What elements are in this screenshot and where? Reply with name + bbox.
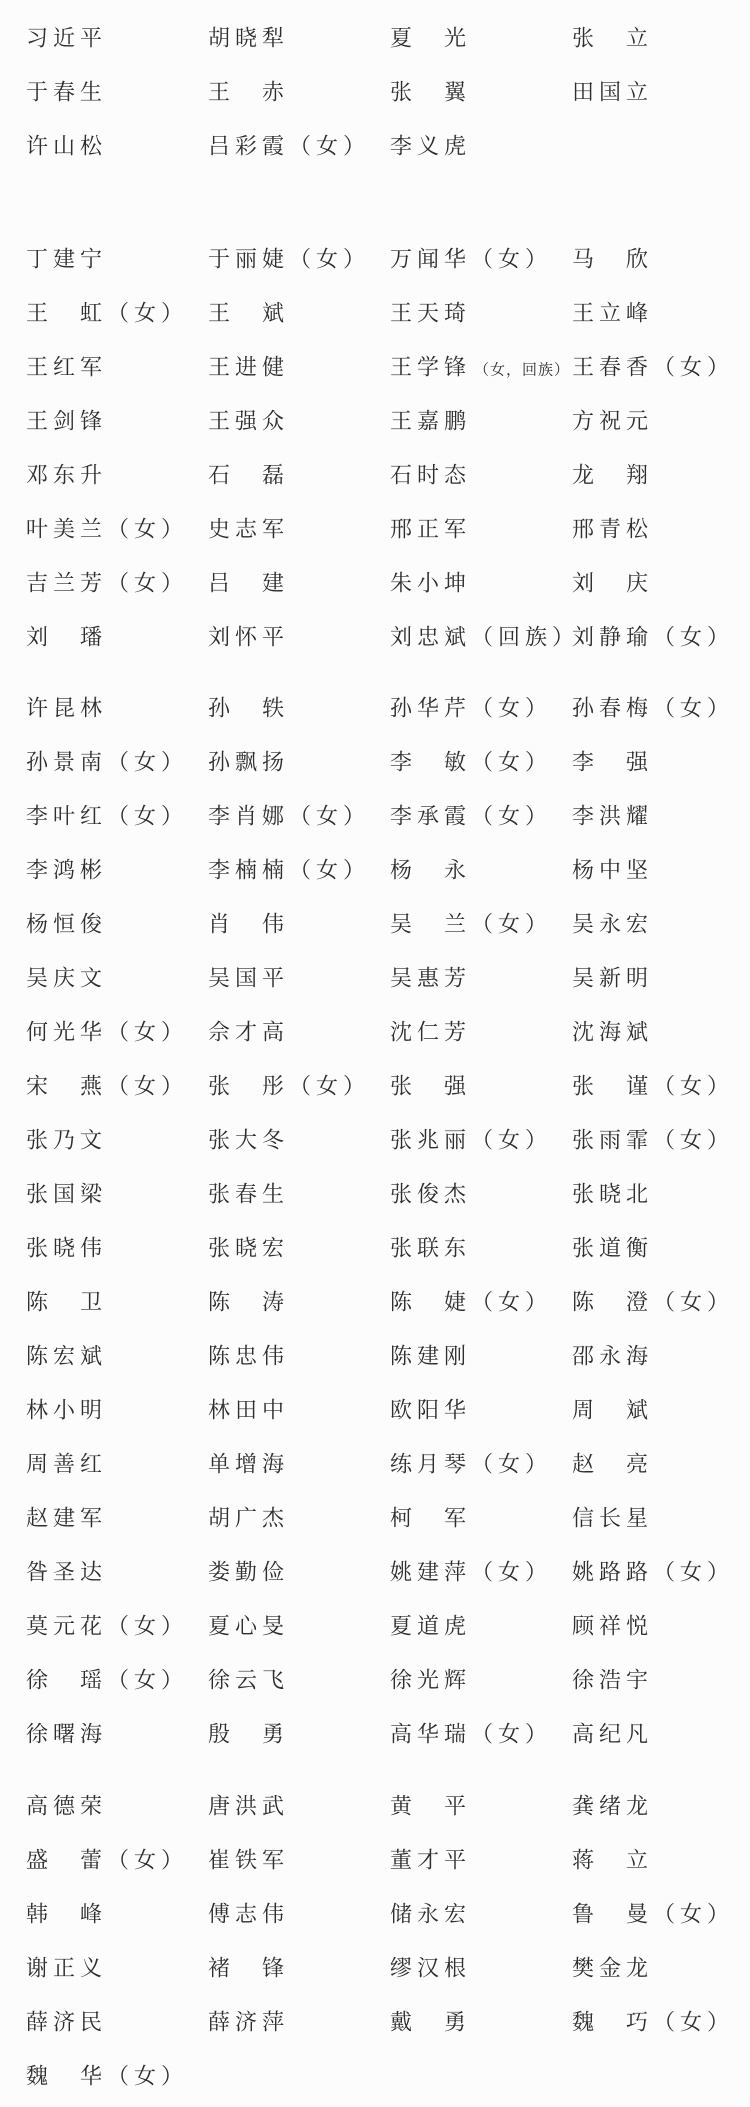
name-row: [0, 1004, 750, 1058]
name-cell: 朱小坤: [390, 570, 472, 596]
name-cell: 张 翼: [390, 79, 472, 105]
name-cell: 刘静瑜（女）: [572, 624, 735, 650]
name-row: [0, 950, 750, 1004]
name-list-section-3: [0, 680, 750, 1760]
name-cell: 娄勤俭: [208, 1559, 290, 1585]
name-cell: 夏 光: [390, 25, 472, 51]
name-cell: 李洪耀: [572, 803, 654, 829]
name-cell: 马 欣: [572, 246, 654, 272]
name-cell: 姚路路（女）: [572, 1559, 735, 1585]
gender-ethnicity-note: （女，回族）: [474, 362, 571, 379]
name-row: [0, 555, 750, 609]
name-cell: 方祝元: [572, 408, 654, 434]
name-cell: 王进健: [208, 354, 290, 380]
name-cell: 佘才高: [208, 1019, 290, 1045]
name-cell: 李 敏（女）: [390, 749, 553, 775]
name-row: [0, 1112, 750, 1166]
name-cell: 龚绪龙: [572, 1793, 654, 1819]
name-cell: 史志军: [208, 516, 290, 542]
name-cell: 王嘉鹏: [390, 408, 472, 434]
name-row: [0, 734, 750, 788]
name-cell: 赵 亮: [572, 1451, 654, 1477]
name-cell: 褚 锋: [208, 1955, 290, 1981]
name-cell: 邵永海: [572, 1343, 654, 1369]
name-cell: 张晓北: [572, 1181, 654, 1207]
name-cell: 许昆林: [26, 695, 108, 721]
name-cell: 许山松: [26, 133, 108, 159]
name-cell: 张 立: [572, 25, 654, 51]
name-cell: 杨中坚: [572, 857, 654, 883]
name-cell: 姚建萍（女）: [390, 1559, 553, 1585]
name-cell: 邢正军: [390, 516, 472, 542]
name-cell: 徐 瑶（女）: [26, 1667, 189, 1693]
name-cell: 张俊杰: [390, 1181, 472, 1207]
name-cell: 王剑锋: [26, 408, 108, 434]
name-row: [0, 1994, 750, 2048]
name-cell: 林小明: [26, 1397, 108, 1423]
name-row: [0, 1778, 750, 1832]
name-cell: 张 彤（女）: [208, 1073, 371, 1099]
name-cell: 张 强: [390, 1073, 472, 1099]
name-cell: 吴庆文: [26, 965, 108, 991]
name-cell: 殷 勇: [208, 1721, 290, 1747]
name-cell: 李肖娜（女）: [208, 803, 371, 829]
name-row: [0, 1436, 750, 1490]
name-cell: 魏 巧（女）: [572, 2009, 735, 2035]
name-cell: 张晓宏: [208, 1235, 290, 1261]
name-row: [0, 1490, 750, 1544]
name-row: [0, 231, 750, 285]
name-cell: 王春香（女）: [572, 354, 735, 380]
name-cell: 高德荣: [26, 1793, 108, 1819]
name-cell: 王强众: [208, 408, 290, 434]
name-cell: 孙景南（女）: [26, 749, 189, 775]
name-list-section-2: [0, 231, 750, 663]
name-cell: 周 斌: [572, 1397, 654, 1423]
name-cell: 柯 军: [390, 1505, 472, 1531]
name-cell: 唐洪武: [208, 1793, 290, 1819]
name-cell: 龙 翔: [572, 462, 654, 488]
name-cell: 张大冬: [208, 1127, 290, 1153]
name-row: [0, 1598, 750, 1652]
name-cell: 欧阳华: [390, 1397, 472, 1423]
name-cell: 李楠楠（女）: [208, 857, 371, 883]
name-cell: 习近平: [26, 25, 108, 51]
name-row: [0, 1832, 750, 1886]
name-row: [0, 1886, 750, 1940]
name-cell: 董才平: [390, 1847, 472, 1873]
name-row: [0, 339, 750, 393]
name-cell: 夏心旻: [208, 1613, 290, 1639]
name-row: [0, 10, 750, 64]
name-cell: 杨恒俊: [26, 911, 108, 937]
name-cell: 孙春梅（女）: [572, 695, 735, 721]
name-cell: 孙华芹（女）: [390, 695, 553, 721]
name-cell: 张晓伟: [26, 1235, 108, 1261]
name-cell: 薛济民: [26, 2009, 108, 2035]
name-cell: 万闻华（女）: [390, 246, 553, 272]
name-cell: 吴国平: [208, 965, 290, 991]
name-cell: 胡广杰: [208, 1505, 290, 1531]
name-cell: 薛济萍: [208, 2009, 290, 2035]
name-row: [0, 1940, 750, 1994]
name-row: [0, 1274, 750, 1328]
name-row: [0, 2048, 750, 2102]
name-row: [0, 609, 750, 663]
name-cell: 王 虹（女）: [26, 300, 189, 326]
name-cell: 叶美兰（女）: [26, 516, 189, 542]
name-cell: 王学锋 （女，回族）: [390, 354, 571, 380]
name-row: [0, 393, 750, 447]
name-cell: 昝圣达: [26, 1559, 108, 1585]
name-cell: 单增海: [208, 1451, 290, 1477]
name-row: [0, 1706, 750, 1760]
name-row: [0, 501, 750, 555]
name-cell: 肖 伟: [208, 911, 290, 937]
name-cell: 刘怀平: [208, 624, 290, 650]
name-row: [0, 1058, 750, 1112]
name-cell: 徐曙海: [26, 1721, 108, 1747]
name-list-section-4: [0, 1778, 750, 2102]
name-cell: 林田中: [208, 1397, 290, 1423]
name-cell: 李义虎: [390, 133, 472, 159]
name-cell: 莫元花（女）: [26, 1613, 189, 1639]
name-cell: 谢正义: [26, 1955, 108, 1981]
name-cell: 孙飘扬: [208, 749, 290, 775]
name-cell: 于丽婕（女）: [208, 246, 371, 272]
name-cell: 孙 轶: [208, 695, 290, 721]
name-cell: 陈建刚: [390, 1343, 472, 1369]
name-cell: 崔铁军: [208, 1847, 290, 1873]
name-cell: 田国立: [572, 79, 654, 105]
name-cell: 张 谨（女）: [572, 1073, 735, 1099]
name-cell: 高华瑞（女）: [390, 1721, 553, 1747]
name-cell: 信长星: [572, 1505, 654, 1531]
name-cell: 刘 庆: [572, 570, 654, 596]
name-cell: 蒋 立: [572, 1847, 654, 1873]
name-cell: 缪汉根: [390, 1955, 472, 1981]
name-cell: 盛 蕾（女）: [26, 1847, 189, 1873]
name-cell: 邢青松: [572, 516, 654, 542]
name-cell: 石时态: [390, 462, 472, 488]
name-cell: 吕彩霞（女）: [208, 133, 371, 159]
name-cell: 沈仁芳: [390, 1019, 472, 1045]
name-cell: 陈忠伟: [208, 1343, 290, 1369]
name-cell: 吴新明: [572, 965, 654, 991]
name-cell: 李叶红（女）: [26, 803, 189, 829]
name-cell: 沈海斌: [572, 1019, 654, 1045]
name-cell: 张兆丽（女）: [390, 1127, 553, 1153]
name-cell: 黄 平: [390, 1793, 472, 1819]
name-cell: 张道衡: [572, 1235, 654, 1261]
name-cell: 韩 峰: [26, 1901, 108, 1927]
name-row: [0, 1328, 750, 1382]
name-cell: 赵建军: [26, 1505, 108, 1531]
name-row: [0, 1220, 750, 1274]
name-list-section-1: [0, 10, 750, 172]
name-cell: 丁建宁: [26, 246, 108, 272]
name-cell: 张国梁: [26, 1181, 108, 1207]
name-cell: 李鸿彬: [26, 857, 108, 883]
name-cell: 吉兰芳（女）: [26, 570, 189, 596]
name-cell: 杨 永: [390, 857, 472, 883]
name-row: [0, 788, 750, 842]
name-cell: 何光华（女）: [26, 1019, 189, 1045]
name-cell: 刘 璠: [26, 624, 108, 650]
name-cell: 陈宏斌: [26, 1343, 108, 1369]
name-cell: 魏 华（女）: [26, 2063, 189, 2089]
name-cell: 李承霞（女）: [390, 803, 553, 829]
name-cell: 鲁 曼（女）: [572, 1901, 735, 1927]
name-cell: 陈 卫: [26, 1289, 108, 1315]
name-cell: 戴 勇: [390, 2009, 472, 2035]
name-cell: 张联东: [390, 1235, 472, 1261]
name-row: [0, 1166, 750, 1220]
name-cell: 王天琦: [390, 300, 472, 326]
name-cell: 陈 澄（女）: [572, 1289, 735, 1315]
name-cell: 储永宏: [390, 1901, 472, 1927]
name-cell: 樊金龙: [572, 1955, 654, 1981]
name-cell: 吴永宏: [572, 911, 654, 937]
name-cell: 李 强: [572, 749, 654, 775]
name-cell: 宋 燕（女）: [26, 1073, 189, 1099]
name-row: [0, 1652, 750, 1706]
name-cell: 张春生: [208, 1181, 290, 1207]
name-cell: 刘忠斌（回族）: [390, 624, 580, 650]
name-cell: 练月琴（女）: [390, 1451, 553, 1477]
name-cell: 邓东升: [26, 462, 108, 488]
name-row: [0, 1382, 750, 1436]
name-cell: 王红军: [26, 354, 108, 380]
name-row: [0, 680, 750, 734]
name-cell: 王 斌: [208, 300, 290, 326]
name-cell: 顾祥悦: [572, 1613, 654, 1639]
name-row: [0, 285, 750, 339]
name-cell: 夏道虎: [390, 1613, 472, 1639]
name-cell: 石 磊: [208, 462, 290, 488]
name-cell: 吴惠芳: [390, 965, 472, 991]
name-row: [0, 118, 750, 172]
name-cell: 陈 涛: [208, 1289, 290, 1315]
name-row: [0, 64, 750, 118]
name-cell: 吕 建: [208, 570, 290, 596]
name-cell: 王 赤: [208, 79, 290, 105]
name-cell: 傅志伟: [208, 1901, 290, 1927]
name-cell: 张乃文: [26, 1127, 108, 1153]
name-row: [0, 1544, 750, 1598]
name-row: [0, 842, 750, 896]
name-cell: 王立峰: [572, 300, 654, 326]
name-cell: 张雨霏（女）: [572, 1127, 735, 1153]
name-cell: 徐云飞: [208, 1667, 290, 1693]
name-cell: 徐光辉: [390, 1667, 472, 1693]
name-cell: 于春生: [26, 79, 108, 105]
name-cell: 吴 兰（女）: [390, 911, 553, 937]
name-cell: 陈 婕（女）: [390, 1289, 553, 1315]
name-row: [0, 896, 750, 950]
name-cell: 周善红: [26, 1451, 108, 1477]
name-cell: 胡晓犁: [208, 25, 290, 51]
name-row: [0, 447, 750, 501]
name-cell: 徐浩宇: [572, 1667, 654, 1693]
name-cell: 高纪凡: [572, 1721, 654, 1747]
